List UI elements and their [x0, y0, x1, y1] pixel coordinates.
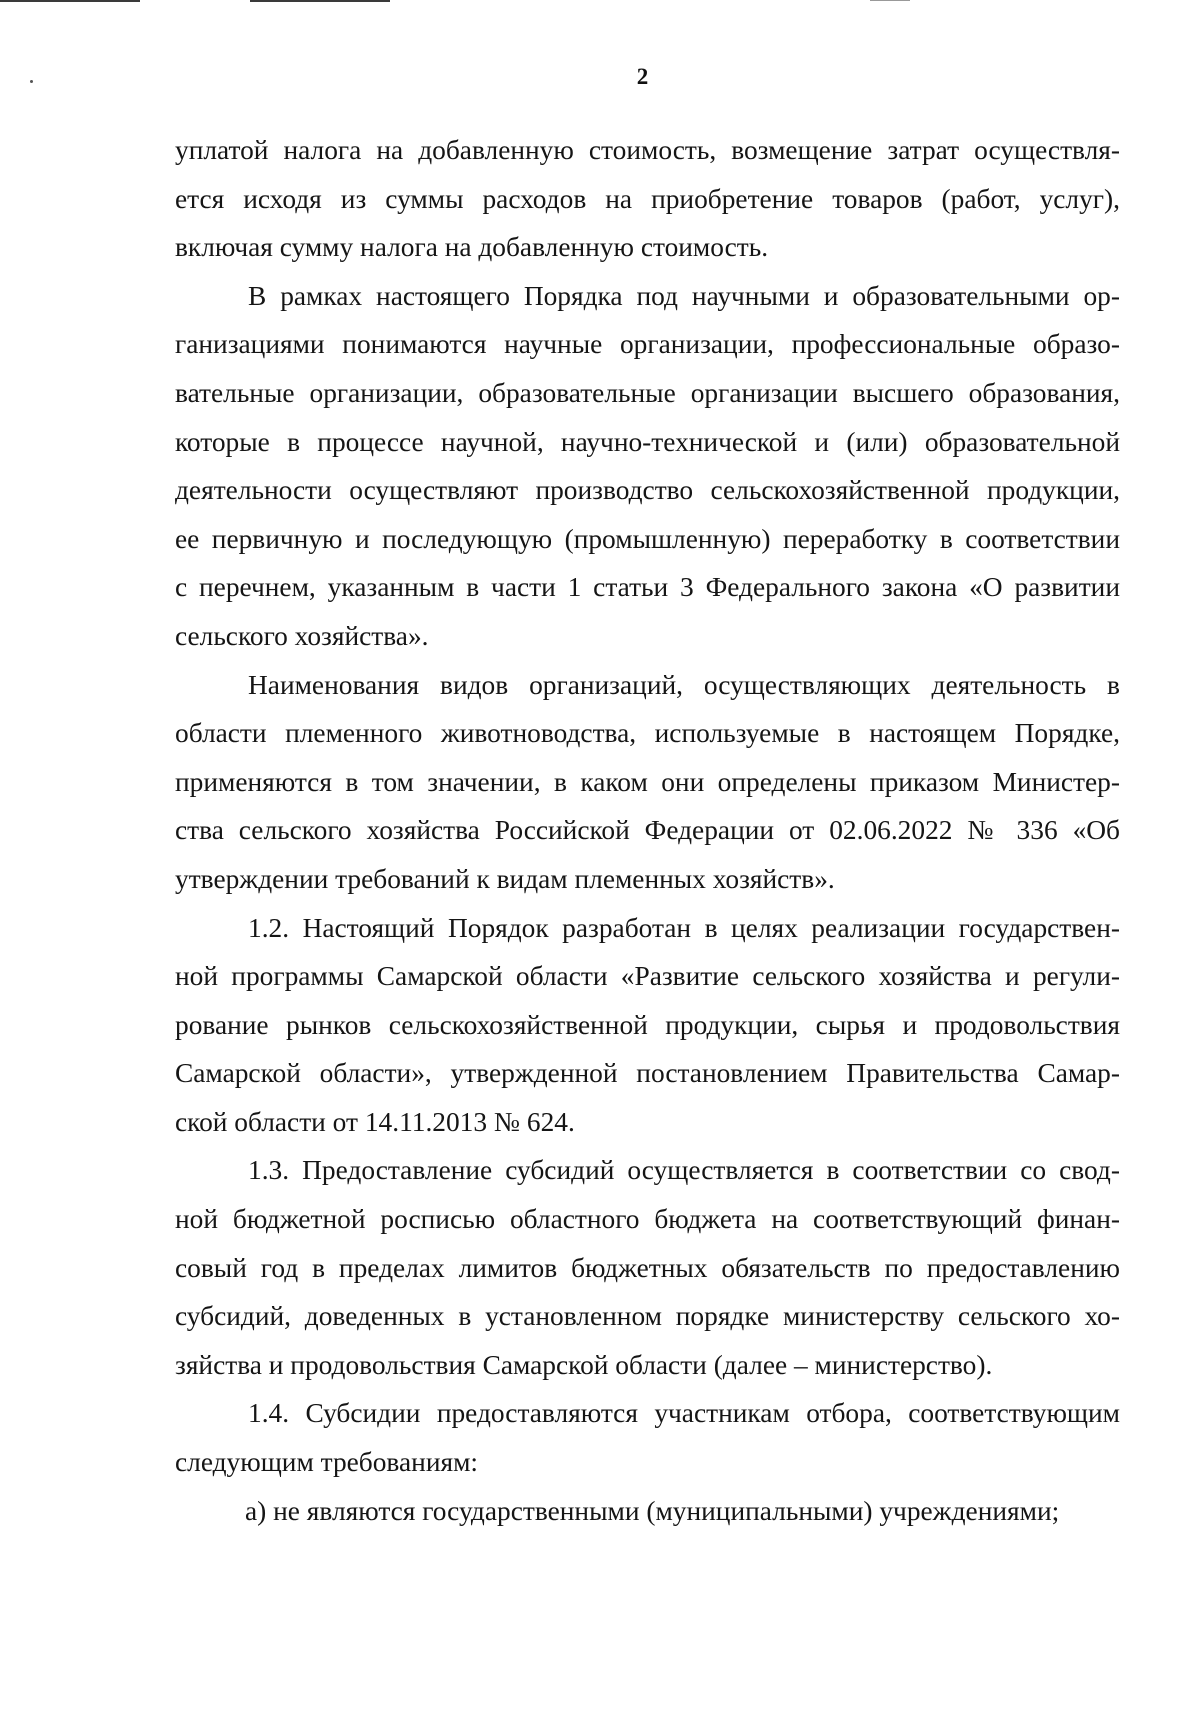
text-line: ства сельского хозяйства Российской Федерации от 02.06.2022 № 336 «Об [175, 815, 1120, 846]
text-line: 1.2. Настоящий Порядок разработан в целях реализации государствен- [248, 912, 1120, 943]
text-line: Наименования видов организаций, осуществляющих деятельность в [248, 669, 1120, 700]
text-line: ется исходя из суммы расходов на приобретение товаров (работ, услуг), [175, 183, 1120, 214]
text-line: совый год в пределах лимитов бюджетных обязательств по предоставлению [175, 1252, 1120, 1283]
text-line: области племенного животноводства, используемые в настоящем Порядке, [175, 718, 1120, 749]
document-body [175, 126, 1120, 1535]
text-line: сельского хозяйства». [175, 620, 429, 651]
text-line: ной программы Самарской области «Развитие сельского хозяйства и регули- [175, 961, 1120, 992]
text-line: которые в процессе научной, научно-технической и (или) образовательной [175, 426, 1120, 457]
scan-artifact-line [0, 0, 140, 2]
text-line: уплатой налога на добавленную стоимость, возмещение затрат осуществля- [175, 135, 1120, 165]
text-line: с перечнем, указанным в части 1 статьи 3 Федерального закона «О развитии [175, 572, 1120, 603]
text-line: деятельности осуществляют производство сельскохозяйственной продукции, [175, 475, 1120, 506]
text-line: включая сумму налога на добавленную стоимость. [175, 232, 769, 263]
text-line: а) не являются государственными (муниципальными) учреждениями; [245, 1495, 1060, 1526]
text-line: 1.4. Субсидии предоставляются участникам отбора, соответствующим [248, 1398, 1120, 1429]
scan-artifact-line [250, 0, 390, 2]
scan-artifact-line [870, 0, 910, 1]
text-line: следующим требованиям: [175, 1447, 479, 1478]
text-line: ной бюджетной росписью областного бюджета на соответствующий финан- [175, 1204, 1120, 1235]
text-line: зяйства и продовольствия Самарской области (далее – министерство). [175, 1349, 993, 1380]
page-number: 2 [636, 64, 649, 89]
text-line: В рамках настоящего Порядка под научными и образовательными ор- [248, 280, 1120, 311]
text-line: Самарской области», утвержденной постановлением Правительства Самар- [175, 1058, 1120, 1089]
text-line: ской области от 14.11.2013 № 624. [175, 1106, 575, 1137]
text-line: 1.3. Предоставление субсидий осуществляется в соответствии со свод- [248, 1155, 1120, 1186]
text-line: утверждении требований к видам племенных хозяйств». [175, 863, 835, 894]
text-line: рование рынков сельскохозяйственной продукции, сырья и продовольствия [175, 1009, 1120, 1040]
text-line: ганизациями понимаются научные организации, профессиональные образо- [175, 329, 1120, 360]
text-line: ее первичную и последующую (промышленную) переработку в соответствии [175, 523, 1120, 554]
text-line: вательные организации, образовательные организации высшего образования, [175, 377, 1120, 408]
text-line: применяются в том значении, в каком они определены приказом Министер- [175, 766, 1120, 797]
text-line: субсидий, доведенных в установленном порядке министерству сельского хо- [175, 1301, 1120, 1332]
